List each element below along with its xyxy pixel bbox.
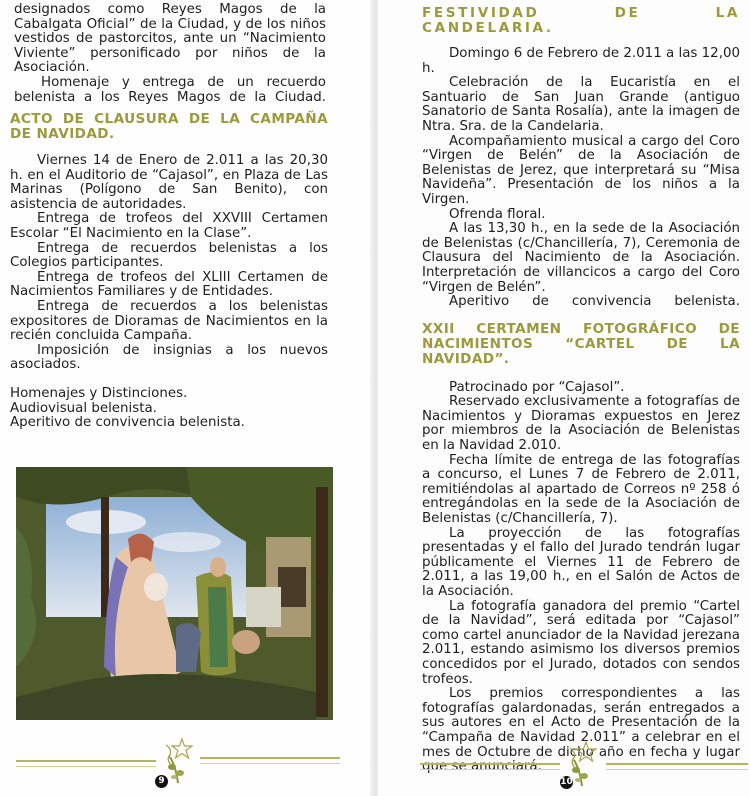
intro-paragraph: Homenaje y entrega de un recuerdo belenista a los Reyes Magos de la Ciudad. [14, 74, 326, 105]
body-paragraph: Acompañamiento musical a cargo del Coro “Virgen de Belén” de la Asociación de Belenistas de Jerez, que interpretará su “Misa Navideña”. Presentación de los niños a la Virgen. [422, 133, 740, 207]
body-paragraph: Patrocinado por “Cajasol”. [449, 379, 625, 395]
body-paragraph: A las 13,30 h., en la sede de la Asociación de Belenistas (c/Chancillería, 7), Ceremonia de Clausura del Nacimiento de la Asociación. Interpretación de villancicos a cargo del Coro “Virgen de Belén”. [422, 221, 740, 295]
body-paragraph: Entrega de recuerdos a los belenistas expositores de Dioramas de Nacimientos en la recién concluida Campaña. [10, 298, 328, 344]
body-paragraph: Aperitivo de convivencia belenista. [449, 294, 740, 310]
page-number: 9 [155, 775, 168, 788]
section-heading: ACTO DE CLAUSURA DE LA CAMPAÑA DE NAVIDAD. [10, 111, 328, 142]
body-paragraph: Reservado exclusivamente a fotografías de Nacimientos y Dioramas expuestos en Jerez por miembros de la Asociación de Belenistas en la Navidad 2.010. [422, 394, 740, 454]
right-page [378, 0, 750, 796]
body-paragraph: Fecha límite de entrega de las fotografías a concurso, el Lunes 7 de Febrero de 2.011, remitiéndolas al apartado de Correos nº 258 ó entregándolas en la sede de la Asociación de Belenistas (c/Chancillería, 7). [422, 452, 740, 527]
body-paragraph: Entrega de trofeos del XXVIII Certamen Escolar “El Nacimiento en la Clase”. [10, 211, 328, 241]
section-heading: XXII CERTAMEN FOTOGRÁFICO DE NACIMIENTOS “CARTEL DE LA NAVIDAD”. [422, 320, 740, 367]
list-item: Audiovisual belenista. [10, 400, 157, 416]
left-intro [14, 3, 326, 105]
left-section [10, 112, 328, 431]
body-paragraph: Ofrenda floral. [449, 206, 546, 222]
intro-paragraph: designados como Reyes Magos de la Cabalgata Oficial” de la Ciudad, y de los niños vestidos de pastorcitos, ante un “Nacimiento Viviente” personificado por niños de la Asociación. [14, 2, 326, 76]
list-item: Homenajes y Distinciones. [10, 385, 188, 401]
nativity-photo-illustration [16, 467, 333, 720]
body-paragraph: Celebración de la Eucaristía en el Santuario de San Juan Grande (antiguo Sanatorio de Santa Rosalía), ante la imagen de Ntra. Sra. de la Candelaria. [422, 75, 740, 134]
nativity-scene-photo [16, 467, 333, 720]
section-heading: FESTIVIDAD DE LA CANDELARIA. [422, 5, 740, 36]
body-paragraph: La proyección de las fotografías presentadas y el fallo del Jurado tendrán lugar públicamente el Viernes 11 de Febrero de 2.011, a las 19,00 h., en el Salón de Actos de la Asociación. [422, 525, 740, 599]
body-paragraph: Los premios correspondientes a las fotografías galardonadas, serán entregados a sus autores en el Acto de Presentación de la “Campaña de Navidad 2.011” a celebrar en el mes de Octubre de dicho año en fecha y lugar que se anunciará. [422, 686, 740, 775]
body-paragraph: Entrega de trofeos del XLIII Certamen de Nacimientos Familiares y de Entidades. [10, 269, 328, 300]
body-paragraph: Viernes 14 de Enero de 2.011 a las 20,30 h. en el Auditorio de “Cajasol”, en Plaza de Las Marinas (Polígono de San Benito), con asistencia de autoridades. [10, 153, 328, 212]
list-item: Aperitivo de convivencia belenista. [10, 415, 245, 431]
body-paragraph: La fotografía ganadora del premio “Cartel de la Navidad”, será editada por “Cajasol” como cartel anunciador de la Navidad jerezana 2.011, estando asimismo los diversos premios concedidos por el Jurado, dotados con sendos trofeos. [422, 598, 740, 687]
body-paragraph: Entrega de recuerdos belenistas a los Colegios participantes. [10, 240, 328, 271]
footer-rule [200, 757, 340, 764]
page-number: 10 [560, 777, 573, 787]
right-section-candelaria [422, 6, 740, 775]
footer-rule [16, 760, 156, 767]
body-paragraph: Domingo 6 de Febrero de 2.011 a las 12,00 h. [422, 46, 740, 76]
footer-rule [606, 763, 748, 770]
body-paragraph: Imposición de insignias a los nuevos asociados. [10, 342, 328, 373]
footer-rule [420, 763, 560, 770]
left-page [0, 0, 372, 796]
